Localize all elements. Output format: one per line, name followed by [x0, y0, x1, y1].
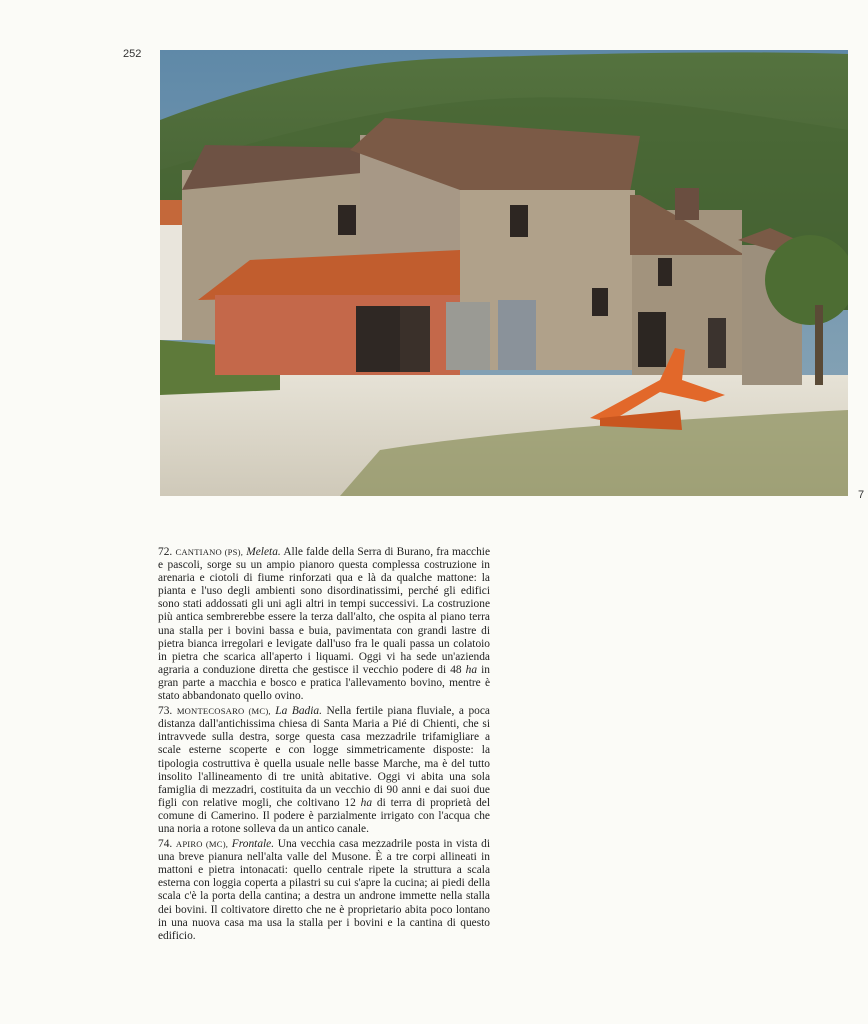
farmhouse-photo [160, 50, 848, 496]
caption-number: 72. [158, 546, 173, 558]
caption-text-end: di terra di proprietà del comune di Camerino. Il podere è parzialmente irrigato con l'acqua che una noria a rotone solleva da un antico canale. [158, 796, 490, 835]
caption-text: Alle falde della Serra di Burano, fra macchie e pascoli, sorge su un ampio pianoro questa complessa costruzione in arenaria e ciotoli di fiume rinforzati qua e là da qualche mattone: la pianta e l'uso degli ambienti sono disordinatissimi, perché gli edifici sono stati addossati gli uni agli altri in tempi successivi. La costruzione più antica sembrerebbe essere la terza dall'alto, che ospita al piano terra una stalla per i bovini bassa e buia, pavimentata con grandi lastre di pietra bianca irregolari e levigate dall'uso fra le quali passa un colatoio in pietra che scarica all'aperto i liquami. Oggi vi ha sede un'azienda agraria a conduzione diretta che gestisce il vecchio podere di 48 [158, 546, 491, 676]
caption-place: CANTIANO (PS), [175, 547, 244, 557]
caption-number: 73. [158, 705, 173, 718]
page-number: 252 [123, 48, 142, 60]
caption-text: Una vecchia casa mezzadrile posta in vista di una breve pianura nell'alta valle del Musone. È a tre corpi allineati in mattoni e pietra intonacati: quello centrale ripete la struttura a scala esterna con loggia coperta a pilastri su cui s'apre la cucina; ai piedi della scala c'è la porta della cantina; a destra un androne immette nella stalla dei bovini. Il coltivatore diretto che ne è proprietario abita poco lontano in una nuova casa ma usa la stalla per i bovini e la cantina di questo edificio. [158, 838, 490, 942]
caption-72 [158, 546, 490, 703]
caption-74 [158, 838, 490, 943]
caption-place: APIRO (MC), [175, 839, 229, 850]
caption-unit: ha [360, 796, 373, 809]
caption-title: Frontale. [231, 838, 275, 851]
caption-number: 74. [158, 838, 173, 851]
caption-title: Meleta. [246, 546, 281, 558]
caption-place: MONTECOSARO (MC), [176, 706, 271, 717]
caption-73 [158, 705, 490, 836]
farmhouse-illustration [160, 50, 848, 496]
caption-text-end: in gran parte a macchia e bosco e pratica l'allevamento bovino, mentre è stato abbandonato quello ovino. [158, 663, 490, 703]
edge-page-marker: 7 [858, 489, 865, 501]
caption-text: Nella fertile piana fluviale, a poca distanza dall'antichissima chiesa di Santa Maria a Pié di Chienti, che si intravvede sulla destra, sorge questa casa mezzadrile trifamigliare a scale esterne scoperte e con logge simmetricamente disposte: la tipologia costruttiva è quella usuale nelle basse Marche, ma è del tutto insolito l'allineamento di tre unità abitative. Oggi vi abita una sola famiglia di mezzadri, costituita da un vecchio di 90 anni e dai suoi due figli con relative mogli, che coltivano 12 [158, 705, 490, 809]
captions [158, 546, 490, 945]
caption-title: La Badia. [275, 705, 322, 718]
caption-unit: ha [465, 663, 478, 676]
